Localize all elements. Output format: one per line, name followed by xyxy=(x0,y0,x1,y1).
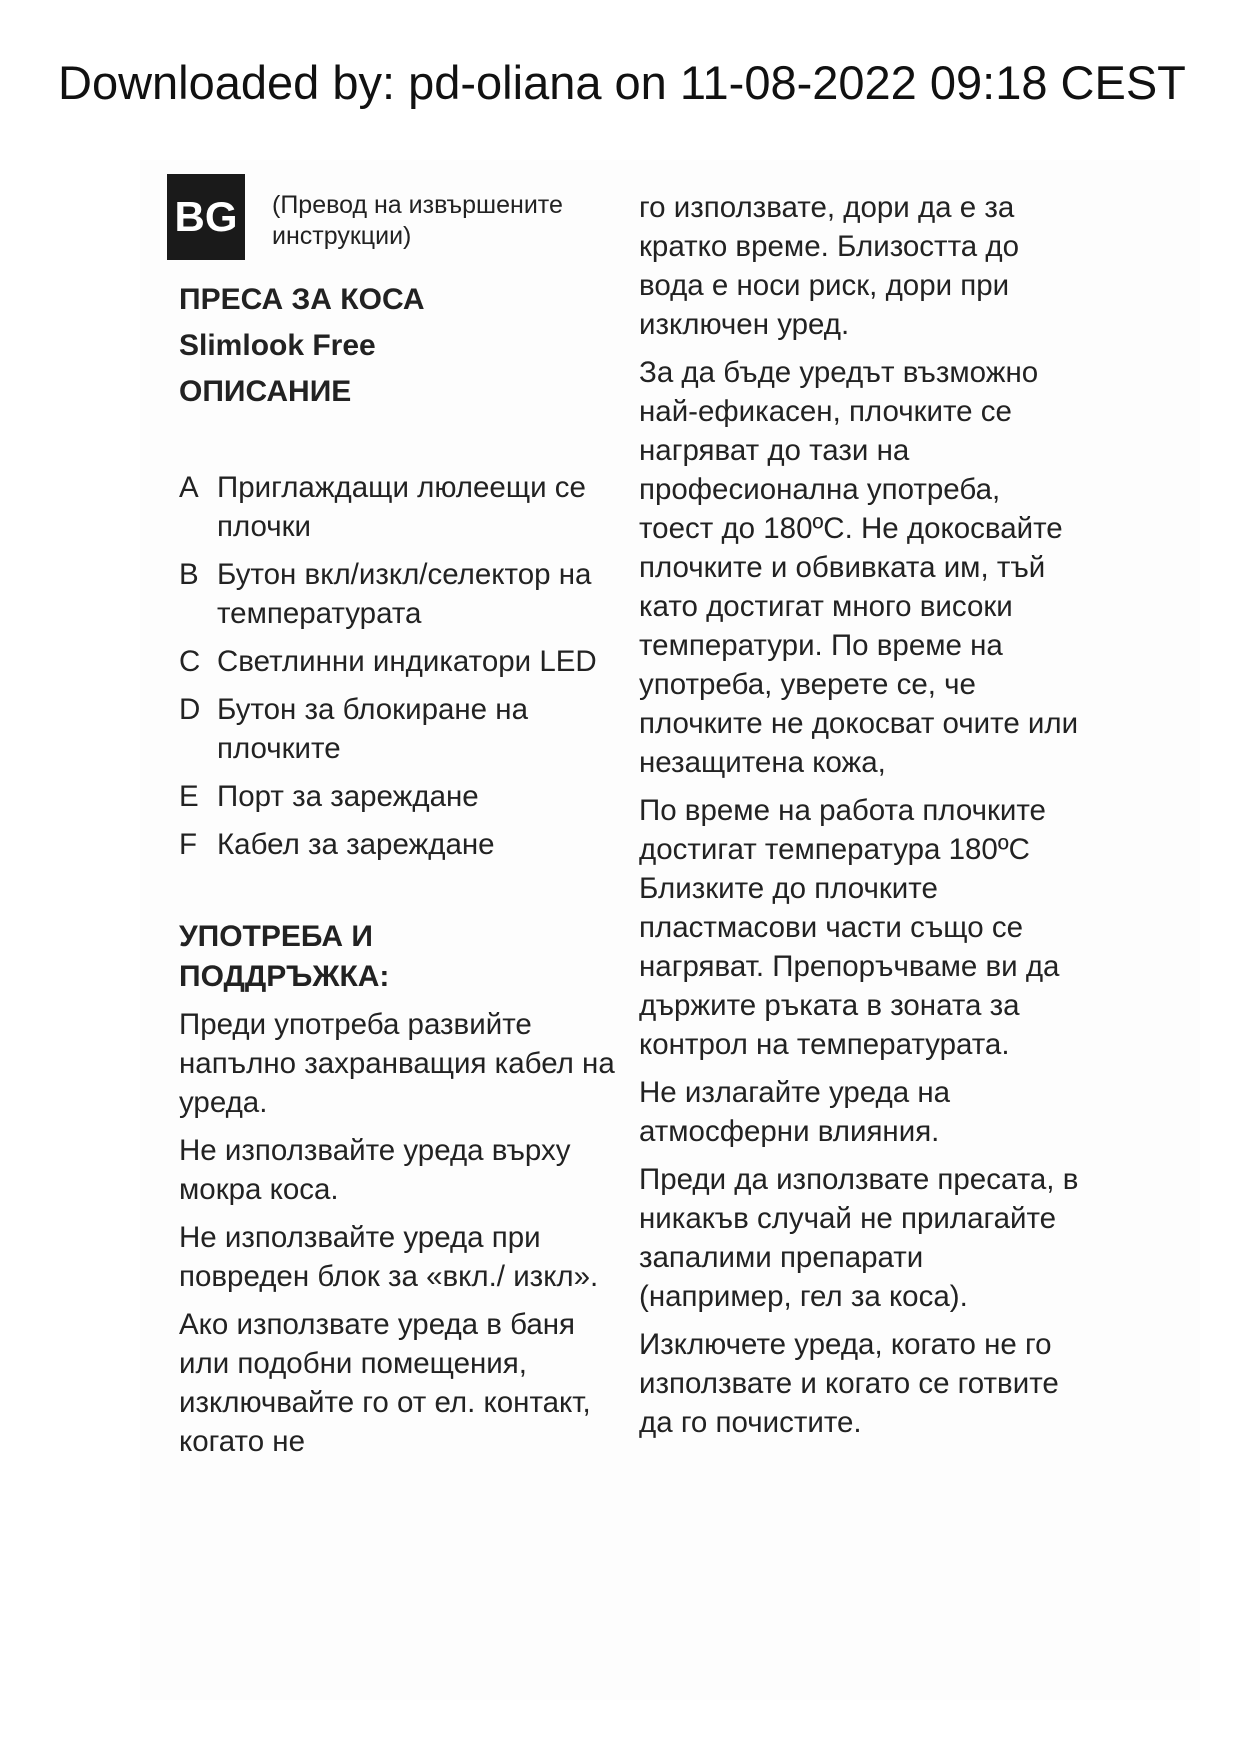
part-label: Кабел за зареждане xyxy=(217,828,495,861)
part-letter: A xyxy=(179,471,199,504)
usage-heading-line2: ПОДДРЪЖКА: xyxy=(179,960,390,993)
parts-list-item xyxy=(179,690,619,768)
usage-paragraph: Преди да използвате пресата, в никакъв случай не прилагайте запалими препарати (например, гел за коса). xyxy=(639,1163,1079,1313)
usage-paragraph: Не излагайте уреда на атмосферни влияния. xyxy=(639,1076,951,1148)
parts-list xyxy=(179,468,619,864)
usage-paragraph: Изключете уреда, когато не го използвате и когато се готвите да го почистите. xyxy=(639,1328,1059,1439)
right-column xyxy=(639,188,1079,1451)
parts-list-item xyxy=(179,642,619,681)
translation-note: (Превод на извършените инструкции) xyxy=(272,191,563,250)
usage-heading-line1: УПОТРЕБА И xyxy=(179,920,373,953)
usage-paragraph: Ако използвате уреда в баня или подобни помещения, изключвайте го от ел. контакт, когато не xyxy=(179,1308,591,1458)
part-label: Бутон за блокиране на плочките xyxy=(217,693,528,765)
part-label: Порт за зареждане xyxy=(217,780,479,813)
usage-paragraph: Не използвайте уреда върху мокра коса. xyxy=(179,1134,571,1206)
parts-list-item xyxy=(179,825,619,864)
part-label: Приглаждащи люлеещи се плочки xyxy=(217,471,586,543)
usage-paragraph: По време на работа плочките достигат температура 180ºC Близките до плочките пластмасови части също се нагряват. Препоръчваме ви да държите ръката в зоната за контрол на температурата. xyxy=(639,794,1060,1061)
part-letter: D xyxy=(179,693,201,726)
parts-list-item xyxy=(179,468,619,546)
download-banner: Downloaded by: pd-oliana on 11-08-2022 09:18 CEST xyxy=(58,56,1186,109)
usage-paragraph: За да бъде уредът възможно най-ефикасен, плочките се нагряват до тази на професионална употреба, тоест до 180ºC. Не докосвайте плочките и обвивката им, тъй като достигат много високи температури. По време на употреба, уверете се, че плочките не докосват очите или незащитена кожа, xyxy=(639,356,1079,779)
product-name-heading: Slimlook Free xyxy=(179,329,376,362)
parts-list-item xyxy=(179,555,619,633)
part-letter: B xyxy=(179,558,199,591)
usage-paragraph: Не използвайте уреда при повреден блок за «вкл./ изкл». xyxy=(179,1221,599,1293)
usage-paragraph: Преди употреба развийте напълно захранващия кабел на уреда. xyxy=(179,1008,615,1119)
product-type-heading: ПРЕСА ЗА КОСА xyxy=(179,283,425,316)
part-letter: F xyxy=(179,828,198,861)
description-heading: ОПИСАНИЕ xyxy=(179,375,352,408)
parts-list-item xyxy=(179,777,619,816)
part-label: Светлинни индикатори LED xyxy=(217,645,597,678)
left-column xyxy=(179,190,619,1470)
part-letter: C xyxy=(179,645,201,678)
language-badge: BG xyxy=(167,174,245,260)
part-letter: E xyxy=(179,780,199,813)
part-label: Бутон вкл/изкл/селектор на температурата xyxy=(217,558,592,630)
usage-paragraph: го използвате, дори да е за кратко време. Близостта до вода е носи риск, дори при изключен уред. xyxy=(639,191,1019,341)
